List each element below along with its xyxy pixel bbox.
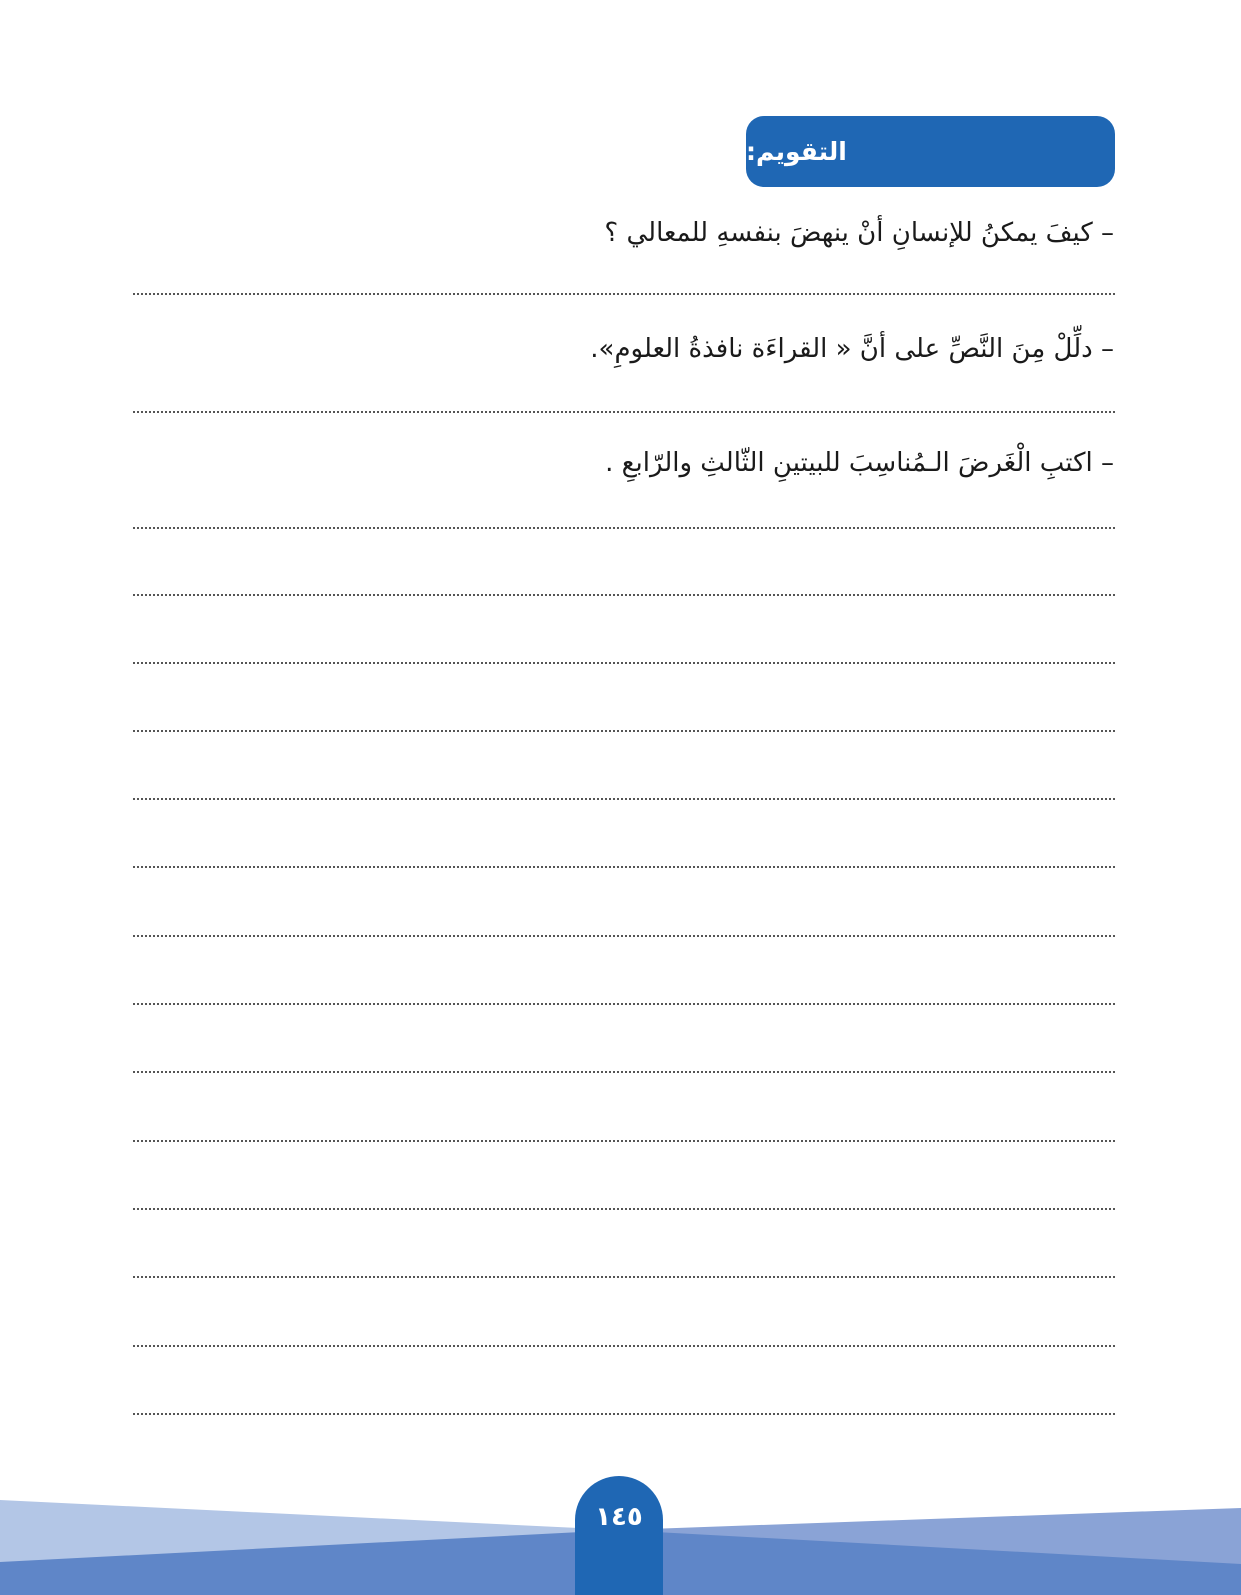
question-2: – دلِّلْ مِنَ النَّصِّ على أنَّ « القراءَة نافذةُ العلومِ».: [590, 334, 1114, 364]
answer-line[interactable]: [133, 594, 1115, 596]
answer-line[interactable]: [133, 798, 1115, 800]
answer-line[interactable]: [133, 866, 1115, 868]
answer-line[interactable]: [133, 1140, 1115, 1142]
answer-line[interactable]: [133, 1345, 1115, 1347]
section-header-tab: [746, 116, 1115, 187]
answer-line[interactable]: [133, 1276, 1115, 1278]
question-1: – كيفَ يمكنُ للإنسانِ أنْ ينهضَ بنفسهِ للمعالي ؟: [604, 218, 1114, 248]
answer-line[interactable]: [133, 662, 1115, 664]
answer-line[interactable]: [133, 411, 1115, 413]
answer-line[interactable]: [133, 935, 1115, 937]
answer-line[interactable]: [133, 1208, 1115, 1210]
answer-line[interactable]: [133, 730, 1115, 732]
answer-line[interactable]: [133, 1071, 1115, 1073]
section-title: التقويم:: [746, 137, 847, 166]
answer-line[interactable]: [133, 1003, 1115, 1005]
answer-line[interactable]: [133, 527, 1115, 529]
answer-line[interactable]: [133, 1413, 1115, 1415]
question-3: – اكتبِ الْغَرضَ الـمُناسِبَ للبيتينِ الثّالثِ والرّابعِ .: [605, 448, 1114, 478]
page-number: ١٤٥: [595, 1502, 643, 1532]
answer-line[interactable]: [133, 293, 1115, 295]
page-number-tab: [575, 1476, 663, 1595]
